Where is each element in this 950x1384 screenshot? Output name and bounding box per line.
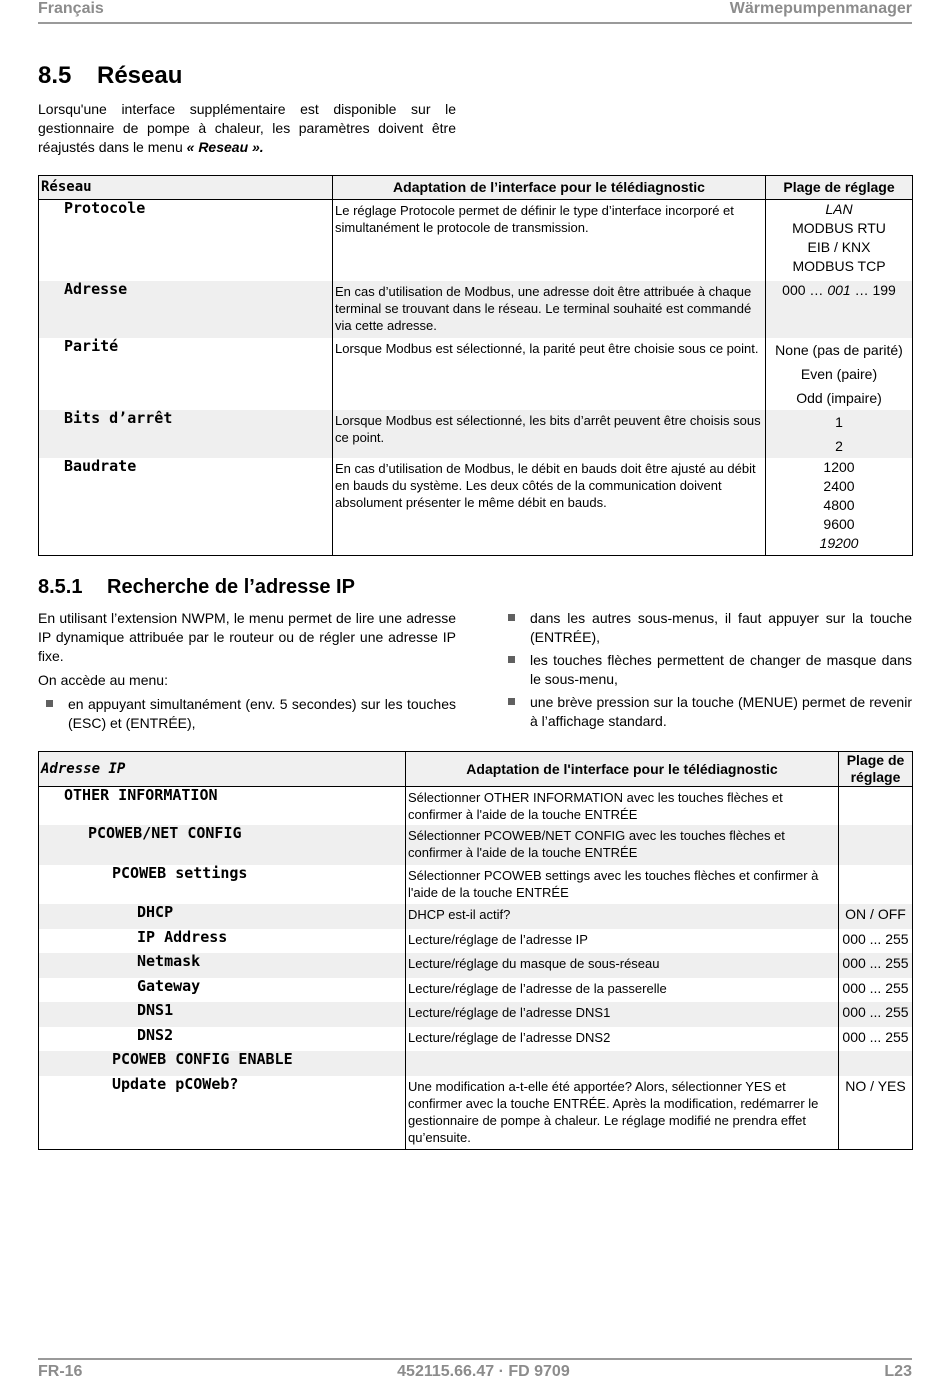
table-row xyxy=(39,1027,913,1051)
section-heading xyxy=(38,62,182,90)
table-row xyxy=(39,338,913,410)
table-row xyxy=(39,978,913,1002)
table-row xyxy=(39,1051,913,1076)
param-desc: Sélectionner PCOWEB settings avec les touches flèches et confirmer à l'aide de la touche ENTRÉE xyxy=(406,865,839,904)
param-name: PCOWEB CONFIG ENABLE xyxy=(112,1050,293,1068)
param-desc: Lecture/réglage du masque de sous-réseau xyxy=(406,953,839,978)
table-row xyxy=(39,1076,913,1150)
param-name: PCOWEB/NET CONFIG xyxy=(88,824,242,842)
range-value: NO / YES xyxy=(839,1076,913,1150)
param-desc: Lecture/réglage de l’adresse DNS1 xyxy=(406,1002,839,1027)
range-value: LAN xyxy=(825,201,853,217)
range-value xyxy=(839,825,913,865)
paragraph: On accède au menu: xyxy=(38,672,168,688)
range-value: 19200 xyxy=(819,535,859,551)
list-item: dans les autres sous-menus, il faut appuyer sur la touche (ENTRÉE), xyxy=(500,609,912,647)
range-value: 4800 xyxy=(823,497,855,513)
page-header xyxy=(38,0,912,24)
list-item: les touches flèches permettent de changer de masque dans le sous-menu, xyxy=(500,651,912,689)
param-name: IP Address xyxy=(137,928,228,946)
table-row xyxy=(39,458,913,556)
subsection-heading xyxy=(38,576,355,599)
param-name: Gateway xyxy=(137,977,201,995)
range-value xyxy=(839,1051,913,1076)
section-number: 8.5 xyxy=(38,62,72,89)
param-name: Adresse xyxy=(64,280,128,298)
range-value: 9600 xyxy=(823,516,855,532)
table-row xyxy=(39,200,913,282)
range-value: 000 ... 255 xyxy=(839,1002,913,1027)
param-desc: Sélectionner OTHER INFORMATION avec les touches flèches et confirmer à l'aide de la touche ENTRÉE xyxy=(406,787,839,826)
bullet-list xyxy=(38,695,456,733)
range-value: 000 … xyxy=(782,282,824,298)
param-desc: Une modification a-t-elle été apportée? Alors, sélectionner YES et confirmer avec la touche ENTRÉE. Après la modification, redémarrer le gestionnaire de pompe à chaleur. Le réglage modifié ne prendra effet qu’ensuite. xyxy=(406,1076,839,1150)
range-value: Even (paire) xyxy=(800,366,878,382)
param-desc: Le réglage Protocole permet de définir le type d’interface incorporé et simultanément le protocole de transmission. xyxy=(333,200,766,282)
reseau-table xyxy=(38,175,913,556)
range-value: 000 ... 255 xyxy=(839,1027,913,1051)
param-desc: Lorsque Modbus est sélectionné, les bits d’arrêt peuvent être choisis sous ce point. xyxy=(333,410,766,458)
intro-text: Lorsqu'une interface supplémentaire est disponible sur le gestionnaire de pompe à chaleur, les paramètres doivent être réajustés dans le menu xyxy=(38,101,456,155)
param-name: Parité xyxy=(64,337,119,355)
range-default: 001 xyxy=(827,282,851,298)
list-item: une brève pression sur la touche (MENUE) permet de revenir à l’affichage standard. xyxy=(500,693,912,731)
range-value: 1 xyxy=(835,414,843,430)
range-value: … 199 xyxy=(854,282,896,298)
table-row xyxy=(39,904,913,929)
range-value: 000 ... 255 xyxy=(839,978,913,1002)
table-row xyxy=(39,410,913,458)
header-language: Français xyxy=(38,0,104,17)
table-header-row xyxy=(39,752,913,787)
footer-document-id: 452115.66.47 · FD 9709 xyxy=(397,1363,570,1380)
paragraph: En utilisant l’extension NWPM, le menu permet de lire une adresse IP dynamique attribuée par le routeur ou de régler une adresse IP fixe. xyxy=(38,610,456,664)
range-value: MODBUS RTU xyxy=(792,220,886,236)
param-name: Update pCOWeb? xyxy=(112,1075,239,1093)
param-desc: Sélectionner PCOWEB/NET CONFIG avec les touches flèches et confirmer à l'aide de la touche ENTRÉE xyxy=(406,825,839,865)
range-value: 2400 xyxy=(823,478,855,494)
bullet-list xyxy=(500,609,912,731)
list-item: en appuyant simultanément (env. 5 secondes) sur les touches (ESC) et (ENTRÉE), xyxy=(38,695,456,733)
range-value: None (pas de parité) xyxy=(775,342,903,358)
range-value xyxy=(839,787,913,826)
range-value xyxy=(839,865,913,904)
table-row xyxy=(39,825,913,865)
section-title: Réseau xyxy=(97,62,183,89)
param-desc: Lecture/réglage de l’adresse IP xyxy=(406,929,839,953)
param-desc: En cas d’utilisation de Modbus, une adresse doit être attribuée à chaque terminal se trouvant dans le réseau. Le terminal souhaité est commandé via cette adresse. xyxy=(333,281,766,338)
table-row xyxy=(39,865,913,904)
table-header-range: Plage de réglage xyxy=(839,752,913,787)
table-header-row xyxy=(39,176,913,200)
param-desc: En cas d’utilisation de Modbus, le débit en bauds doit être ajusté au débit en bauds du système. Les deux côtés de la communication doivent absolument présenter le même débit en bauds. xyxy=(333,458,766,556)
param-name: PCOWEB settings xyxy=(112,864,248,882)
table-header-adaptation: Adaptation de l’interface pour le télédiagnostic xyxy=(333,176,766,200)
range-value: ON / OFF xyxy=(839,904,913,929)
header-product: Wärmepumpenmanager xyxy=(729,0,912,17)
page-footer xyxy=(38,1358,912,1384)
param-name: DHCP xyxy=(137,903,174,921)
footer-code: L23 xyxy=(884,1363,912,1380)
table-header-adaptation: Adaptation de l'interface pour le télédiagnostic xyxy=(406,752,839,787)
table-header-menu: Adresse IP xyxy=(39,752,406,787)
param-desc: DHCP est-il actif? xyxy=(406,904,839,929)
param-desc: Lecture/réglage de l’adresse DNS2 xyxy=(406,1027,839,1051)
range-value: 2 xyxy=(835,438,843,454)
range-value: 000 ... 255 xyxy=(839,953,913,978)
table-row xyxy=(39,929,913,953)
table-row xyxy=(39,787,913,826)
range-value: 1200 xyxy=(823,459,855,475)
param-name: OTHER INFORMATION xyxy=(64,786,218,804)
intro-paragraph xyxy=(38,100,456,157)
subsection-title: Recherche de l’adresse IP xyxy=(107,576,355,598)
param-name: Baudrate xyxy=(64,457,137,475)
range-value: 000 ... 255 xyxy=(839,929,913,953)
table-row xyxy=(39,953,913,978)
ip-address-table xyxy=(38,751,913,1150)
param-name: DNS1 xyxy=(137,1001,174,1019)
param-name: Protocole xyxy=(64,199,146,217)
param-name: Bits d’arrêt xyxy=(64,409,173,427)
intro-menu-name: « Reseau ». xyxy=(186,139,264,155)
table-header-range: Plage de réglage xyxy=(766,176,913,200)
param-name: Netmask xyxy=(137,952,201,970)
footer-page-number: FR-16 xyxy=(38,1363,83,1380)
param-desc: Lorsque Modbus est sélectionné, la parité peut être choisie sous ce point. xyxy=(333,338,766,410)
left-column xyxy=(38,609,456,737)
param-desc: Lecture/réglage de l’adresse de la passerelle xyxy=(406,978,839,1002)
table-row xyxy=(39,281,913,338)
param-desc xyxy=(406,1051,839,1076)
table-header-menu: Réseau xyxy=(39,176,333,200)
range-value: MODBUS TCP xyxy=(792,258,886,274)
range-value: Odd (impaire) xyxy=(796,390,882,406)
param-name: DNS2 xyxy=(137,1026,174,1044)
range-value: EIB / KNX xyxy=(807,239,871,255)
right-column xyxy=(500,609,912,735)
subsection-number: 8.5.1 xyxy=(38,576,83,598)
table-row xyxy=(39,1002,913,1027)
